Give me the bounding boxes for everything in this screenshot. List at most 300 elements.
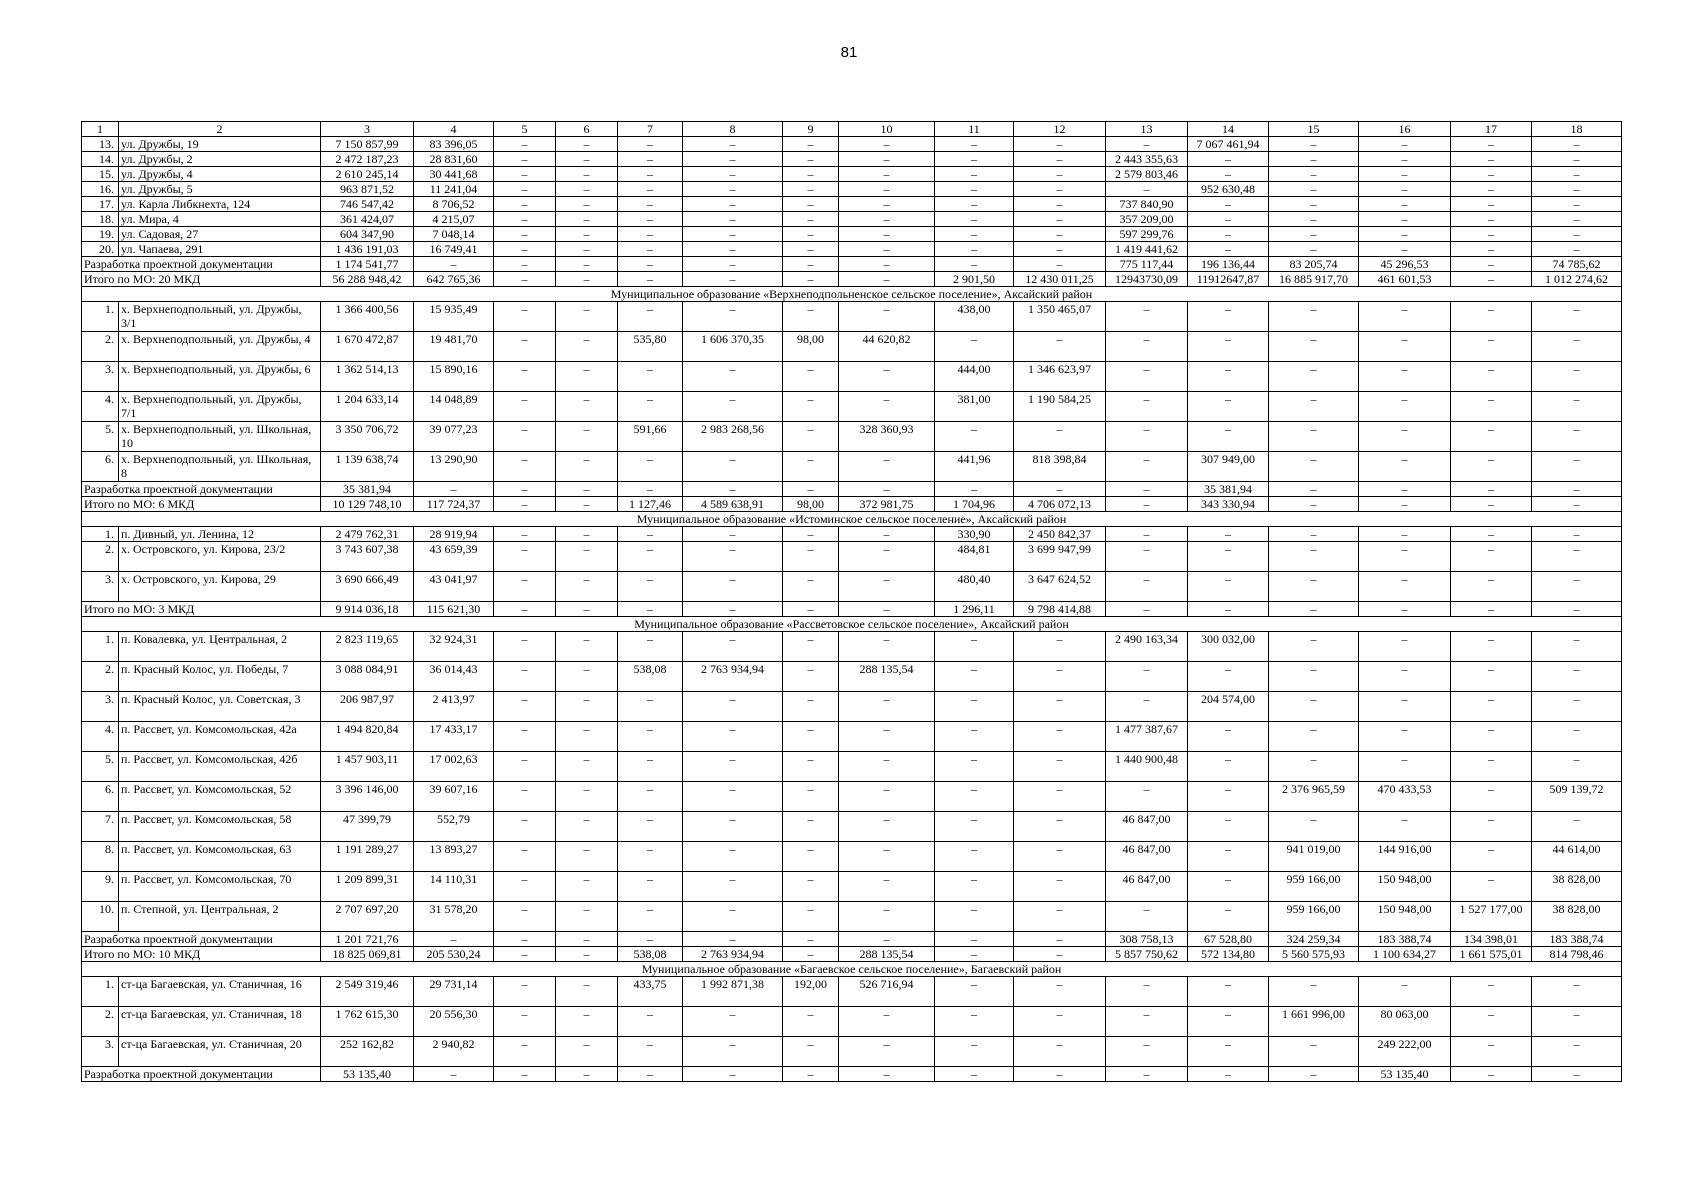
value-cell: – (494, 242, 556, 257)
value-cell: 12943730,09 (1106, 272, 1188, 287)
row-number: 2. (82, 662, 119, 692)
value-cell: 470 433,53 (1359, 782, 1451, 812)
value-cell: – (683, 257, 783, 272)
value-cell: – (1014, 947, 1106, 962)
value-cell: – (935, 167, 1014, 182)
value-cell: – (683, 527, 783, 542)
value-cell: 2 413,97 (414, 692, 494, 722)
value-cell: 1 661 575,01 (1451, 947, 1532, 962)
value-cell: 1 204 633,14 (321, 392, 414, 422)
value-cell: – (1451, 332, 1532, 362)
value-cell: – (839, 752, 935, 782)
value-cell: – (1359, 152, 1451, 167)
value-cell: – (1532, 302, 1622, 332)
value-cell: – (1106, 182, 1188, 197)
value-cell: – (839, 572, 935, 602)
value-cell: 19 481,70 (414, 332, 494, 362)
value-cell: – (1532, 752, 1622, 782)
value-cell: – (494, 692, 556, 722)
value-cell: 44 614,00 (1532, 842, 1622, 872)
table-row (82, 542, 1622, 572)
value-cell: 1 362 514,13 (321, 362, 414, 392)
value-cell: – (1269, 302, 1359, 332)
value-cell: – (935, 977, 1014, 1007)
value-cell: – (1451, 392, 1532, 422)
value-cell: – (783, 272, 839, 287)
address-cell: ст-ца Багаевская, ул. Станичная, 20 (119, 1037, 321, 1067)
value-cell: – (618, 932, 683, 947)
value-cell: – (1014, 1067, 1106, 1082)
value-cell: – (1532, 1007, 1622, 1037)
value-cell: – (556, 167, 618, 182)
value-cell: – (618, 242, 683, 257)
value-cell: – (618, 902, 683, 932)
value-cell: – (1451, 482, 1532, 497)
value-cell: – (783, 542, 839, 572)
value-cell: 1 527 177,00 (1451, 902, 1532, 932)
value-cell: 150 948,00 (1359, 872, 1451, 902)
value-cell: – (494, 932, 556, 947)
value-cell: – (839, 152, 935, 167)
value-cell: – (839, 872, 935, 902)
value-cell: – (935, 212, 1014, 227)
value-cell: – (783, 482, 839, 497)
section-row (82, 512, 1622, 527)
value-cell: – (839, 1007, 935, 1037)
value-cell: 11 241,04 (414, 182, 494, 197)
value-cell: – (1014, 902, 1106, 932)
column-header: 17 (1451, 122, 1532, 137)
value-cell: 2 983 268,56 (683, 422, 783, 452)
value-cell: – (683, 842, 783, 872)
value-cell: – (618, 752, 683, 782)
value-cell: – (556, 872, 618, 902)
value-cell: – (783, 212, 839, 227)
value-cell: 441,96 (935, 452, 1014, 482)
value-cell: – (683, 902, 783, 932)
value-cell: – (556, 452, 618, 482)
value-cell: – (1532, 692, 1622, 722)
value-cell: – (1014, 662, 1106, 692)
value-cell: – (494, 452, 556, 482)
value-cell: 597 299,76 (1106, 227, 1188, 242)
value-cell: – (1359, 632, 1451, 662)
value-cell: – (839, 542, 935, 572)
value-cell: – (494, 302, 556, 332)
value-cell: 13 893,27 (414, 842, 494, 872)
address-cell: п. Дивный, ул. Ленина, 12 (119, 527, 321, 542)
table-row (82, 227, 1622, 242)
value-cell: – (556, 1007, 618, 1037)
value-cell: 1 366 400,56 (321, 302, 414, 332)
value-cell: – (1359, 542, 1451, 572)
value-cell: – (1359, 422, 1451, 452)
value-cell: – (783, 872, 839, 902)
value-cell: 67 528,80 (1188, 932, 1269, 947)
table-row (82, 692, 1622, 722)
value-cell: – (935, 242, 1014, 257)
row-number: 4. (82, 392, 119, 422)
section-title: Муниципальное образование «Истоминское сельское поселение», Аксайский район (82, 512, 1622, 527)
value-cell: – (494, 482, 556, 497)
value-cell: 183 388,74 (1359, 932, 1451, 947)
value-cell: 53 135,40 (321, 1067, 414, 1082)
value-cell: – (839, 362, 935, 392)
value-cell: 1 012 274,62 (1532, 272, 1622, 287)
value-cell: – (494, 197, 556, 212)
value-cell: – (1451, 362, 1532, 392)
value-cell: – (494, 422, 556, 452)
value-cell: 300 032,00 (1188, 632, 1269, 662)
summary-row (82, 482, 1622, 497)
value-cell: – (1451, 422, 1532, 452)
value-cell: – (1106, 332, 1188, 362)
address-cell: ул. Чапаева, 291 (119, 242, 321, 257)
value-cell: – (1532, 482, 1622, 497)
value-cell: 959 166,00 (1269, 902, 1359, 932)
value-cell: – (1106, 1037, 1188, 1067)
value-cell: 818 398,84 (1014, 452, 1106, 482)
value-cell: – (1269, 752, 1359, 782)
value-cell: 20 556,30 (414, 1007, 494, 1037)
value-cell: – (783, 422, 839, 452)
table-row (82, 812, 1622, 842)
value-cell: 15 890,16 (414, 362, 494, 392)
value-cell: – (1014, 482, 1106, 497)
value-cell: – (1451, 812, 1532, 842)
value-cell: 47 399,79 (321, 812, 414, 842)
value-cell: – (618, 167, 683, 182)
value-cell: – (1188, 812, 1269, 842)
value-cell: – (556, 722, 618, 752)
address-cell: п. Рассвет, ул. Комсомольская, 52 (119, 782, 321, 812)
value-cell: 1 440 900,48 (1106, 752, 1188, 782)
value-cell: – (1106, 692, 1188, 722)
table-row (82, 452, 1622, 482)
value-cell: – (1451, 572, 1532, 602)
value-cell: – (618, 602, 683, 617)
value-cell: – (1532, 182, 1622, 197)
value-cell: – (783, 632, 839, 662)
value-cell: – (683, 542, 783, 572)
address-cell: ул. Дружбы, 5 (119, 182, 321, 197)
value-cell: – (1359, 212, 1451, 227)
value-cell: – (556, 632, 618, 662)
value-cell: 814 798,46 (1532, 947, 1622, 962)
address-cell: п. Рассвет, ул. Комсомольская, 42б (119, 752, 321, 782)
value-cell: 38 828,00 (1532, 902, 1622, 932)
value-cell: 14 110,31 (414, 872, 494, 902)
value-cell: 206 987,97 (321, 692, 414, 722)
row-number: 3. (82, 362, 119, 392)
value-cell: – (1269, 812, 1359, 842)
value-cell: – (683, 872, 783, 902)
value-cell: – (556, 782, 618, 812)
value-cell: – (1359, 722, 1451, 752)
column-header: 9 (783, 122, 839, 137)
value-cell: – (1269, 422, 1359, 452)
summary-label: Разработка проектной документации (82, 1067, 321, 1082)
value-cell: – (1269, 332, 1359, 362)
value-cell: – (1269, 362, 1359, 392)
value-cell: – (618, 182, 683, 197)
value-cell: – (556, 1037, 618, 1067)
value-cell: – (1532, 977, 1622, 1007)
address-cell: п. Ковалевка, ул. Центральная, 2 (119, 632, 321, 662)
value-cell: – (1269, 482, 1359, 497)
value-cell: – (1188, 842, 1269, 872)
value-cell: – (683, 167, 783, 182)
value-cell: – (1014, 182, 1106, 197)
value-cell: – (494, 392, 556, 422)
value-cell: – (935, 1007, 1014, 1037)
section-title: Муниципальное образование «Багаевское сельское поселение», Багаевский район (82, 962, 1622, 977)
address-cell: п. Рассвет, ул. Комсомольская, 58 (119, 812, 321, 842)
value-cell: – (935, 1037, 1014, 1067)
value-cell: – (556, 302, 618, 332)
value-cell: – (1014, 1007, 1106, 1037)
table-row (82, 842, 1622, 872)
value-cell: – (556, 662, 618, 692)
value-cell: – (1269, 182, 1359, 197)
value-cell: 252 162,82 (321, 1037, 414, 1067)
value-cell: – (1451, 872, 1532, 902)
value-cell: – (783, 572, 839, 602)
value-cell: 480,40 (935, 572, 1014, 602)
value-cell: 2 763 934,94 (683, 947, 783, 962)
summary-label: Итого по МО: 6 МКД (82, 497, 321, 512)
value-cell: – (1359, 197, 1451, 212)
value-cell: 196 136,44 (1188, 257, 1269, 272)
value-cell: – (1106, 302, 1188, 332)
value-cell: – (494, 722, 556, 752)
value-cell: – (1188, 872, 1269, 902)
value-cell: 2 940,82 (414, 1037, 494, 1067)
value-cell: 150 948,00 (1359, 902, 1451, 932)
column-header: 8 (683, 122, 783, 137)
value-cell: – (1532, 452, 1622, 482)
value-cell: 46 847,00 (1106, 812, 1188, 842)
value-cell: 2 901,50 (935, 272, 1014, 287)
value-cell: 14 048,89 (414, 392, 494, 422)
column-header: 5 (494, 122, 556, 137)
value-cell: 43 041,97 (414, 572, 494, 602)
row-number: 1. (82, 632, 119, 662)
row-number: 9. (82, 872, 119, 902)
value-cell: 1 350 465,07 (1014, 302, 1106, 332)
value-cell: – (1188, 602, 1269, 617)
value-cell: – (1269, 542, 1359, 572)
value-cell: 1 477 387,67 (1106, 722, 1188, 752)
value-cell: – (1014, 227, 1106, 242)
value-cell: – (414, 257, 494, 272)
value-cell: – (1014, 167, 1106, 182)
table-row (82, 137, 1622, 152)
value-cell: – (556, 227, 618, 242)
value-cell: 1 606 370,35 (683, 332, 783, 362)
address-cell: ул. Мира, 4 (119, 212, 321, 227)
table-row (82, 662, 1622, 692)
value-cell: – (494, 272, 556, 287)
value-cell: – (1359, 242, 1451, 257)
value-cell: 941 019,00 (1269, 842, 1359, 872)
column-header: 2 (119, 122, 321, 137)
table-row (82, 212, 1622, 227)
value-cell: 1 419 441,62 (1106, 242, 1188, 257)
value-cell: 1 661 996,00 (1269, 1007, 1359, 1037)
value-cell: – (783, 182, 839, 197)
value-cell: – (935, 872, 1014, 902)
value-cell: – (494, 542, 556, 572)
value-cell: – (783, 722, 839, 752)
value-cell: – (839, 272, 935, 287)
value-cell: 343 330,94 (1188, 497, 1269, 512)
value-cell: – (839, 812, 935, 842)
value-cell: – (1106, 137, 1188, 152)
value-cell: – (1014, 722, 1106, 752)
value-cell: – (556, 422, 618, 452)
value-cell: – (1359, 392, 1451, 422)
value-cell: – (494, 602, 556, 617)
value-cell: 604 347,90 (321, 227, 414, 242)
address-cell: п. Рассвет, ул. Комсомольская, 42а (119, 722, 321, 752)
value-cell: 3 396 146,00 (321, 782, 414, 812)
value-cell: – (1269, 197, 1359, 212)
table-row (82, 197, 1622, 212)
value-cell: – (1451, 1007, 1532, 1037)
table-row (82, 362, 1622, 392)
row-number: 10. (82, 902, 119, 932)
summary-row (82, 257, 1622, 272)
value-cell: – (783, 662, 839, 692)
value-cell: 1 457 903,11 (321, 752, 414, 782)
summary-label: Итого по МО: 10 МКД (82, 947, 321, 962)
value-cell: – (935, 947, 1014, 962)
address-cell: п. Красный Колос, ул. Советская, 3 (119, 692, 321, 722)
value-cell: 433,75 (618, 977, 683, 1007)
value-cell: – (683, 197, 783, 212)
value-cell: – (1451, 167, 1532, 182)
value-cell: 17 002,63 (414, 752, 494, 782)
value-cell: 1 436 191,03 (321, 242, 414, 257)
value-cell: – (1014, 137, 1106, 152)
value-cell: – (494, 572, 556, 602)
value-cell: – (1014, 977, 1106, 1007)
value-cell: – (494, 182, 556, 197)
value-cell: – (494, 1007, 556, 1037)
value-cell: – (783, 302, 839, 332)
value-cell: – (1188, 722, 1269, 752)
column-header: 18 (1532, 122, 1622, 137)
value-cell: – (618, 152, 683, 167)
table-row (82, 872, 1622, 902)
value-cell: 2 479 762,31 (321, 527, 414, 542)
value-cell: – (1269, 722, 1359, 752)
value-cell: 2 549 319,46 (321, 977, 414, 1007)
value-cell: 46 847,00 (1106, 872, 1188, 902)
table-row (82, 392, 1622, 422)
value-cell: – (1451, 527, 1532, 542)
value-cell: – (1359, 497, 1451, 512)
value-cell: – (556, 497, 618, 512)
value-cell: – (1188, 302, 1269, 332)
value-cell: – (683, 392, 783, 422)
value-cell: – (1188, 197, 1269, 212)
column-header: 14 (1188, 122, 1269, 137)
value-cell: – (618, 257, 683, 272)
value-cell: – (1188, 362, 1269, 392)
value-cell: 7 067 461,94 (1188, 137, 1269, 152)
value-cell: – (1269, 527, 1359, 542)
value-cell: – (1106, 572, 1188, 602)
value-cell: 80 063,00 (1359, 1007, 1451, 1037)
value-cell: – (1106, 392, 1188, 422)
value-cell: 952 630,48 (1188, 182, 1269, 197)
row-number: 5. (82, 422, 119, 452)
value-cell: 249 222,00 (1359, 1037, 1451, 1067)
value-cell: – (839, 182, 935, 197)
value-cell: – (618, 1067, 683, 1082)
summary-row (82, 272, 1622, 287)
value-cell: – (683, 227, 783, 242)
value-cell: – (839, 527, 935, 542)
value-cell: – (1188, 152, 1269, 167)
value-cell: – (1014, 152, 1106, 167)
value-cell: – (556, 137, 618, 152)
row-number: 17. (82, 197, 119, 212)
value-cell: – (1014, 1037, 1106, 1067)
value-cell: – (683, 482, 783, 497)
value-cell: – (1014, 872, 1106, 902)
value-cell: – (683, 242, 783, 257)
header-row (82, 122, 1622, 137)
value-cell: – (1359, 452, 1451, 482)
value-cell: – (1014, 692, 1106, 722)
value-cell: 7 048,14 (414, 227, 494, 242)
value-cell: – (783, 527, 839, 542)
value-cell: – (783, 167, 839, 182)
value-cell: – (783, 197, 839, 212)
value-cell: – (556, 152, 618, 167)
value-cell: – (935, 137, 1014, 152)
value-cell: – (1532, 212, 1622, 227)
value-cell: – (839, 722, 935, 752)
address-cell: ул. Карла Либкнехта, 124 (119, 197, 321, 212)
value-cell: – (618, 782, 683, 812)
value-cell: – (1451, 782, 1532, 812)
address-cell: х. Верхнеподпольный, ул. Дружбы, 7/1 (119, 392, 321, 422)
value-cell: – (783, 902, 839, 932)
value-cell: – (556, 812, 618, 842)
value-cell: – (1188, 977, 1269, 1007)
value-cell: – (494, 782, 556, 812)
value-cell: 1 209 899,31 (321, 872, 414, 902)
value-cell: – (494, 1037, 556, 1067)
value-cell: 2 376 965,59 (1269, 782, 1359, 812)
value-cell: – (494, 362, 556, 392)
value-cell: – (683, 452, 783, 482)
value-cell: – (1188, 782, 1269, 812)
column-header: 4 (414, 122, 494, 137)
row-number: 20. (82, 242, 119, 257)
value-cell: – (1014, 632, 1106, 662)
section-row (82, 962, 1622, 977)
value-cell: 205 530,24 (414, 947, 494, 962)
value-cell: 5 560 575,93 (1269, 947, 1359, 962)
value-cell: 28 831,60 (414, 152, 494, 167)
value-cell: 45 296,53 (1359, 257, 1451, 272)
value-cell: – (1451, 977, 1532, 1007)
